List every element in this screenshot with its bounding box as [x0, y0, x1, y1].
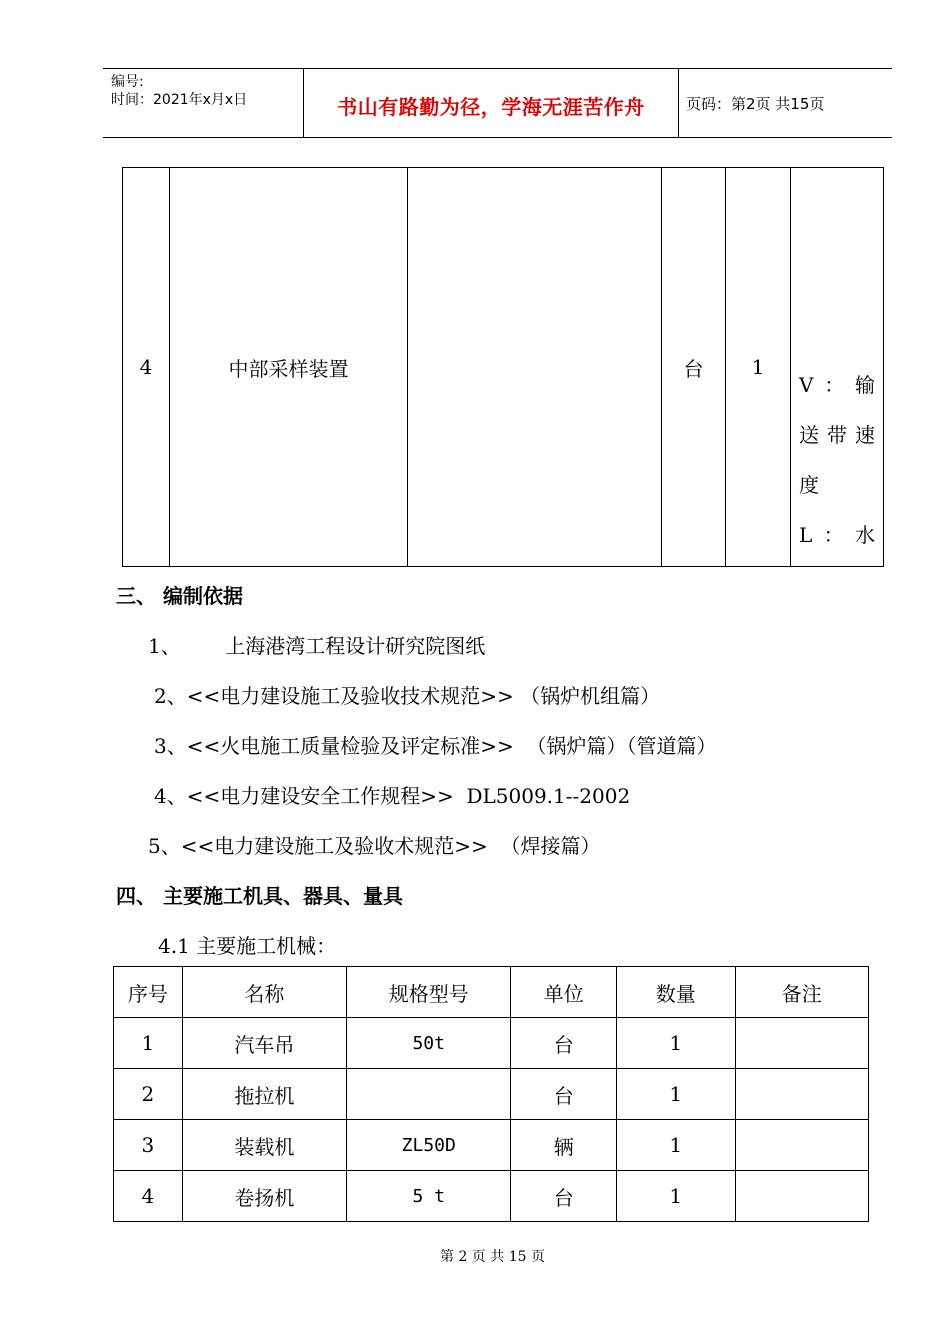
note-char: 带 [827, 423, 847, 447]
col-header: 序号 [114, 967, 183, 1018]
subheading-machinery: 4.1 主要施工机械： [158, 934, 337, 958]
note-char: V [799, 373, 814, 397]
cell-spec [347, 1069, 511, 1120]
header-right [678, 69, 892, 137]
col-header: 单位 [511, 967, 617, 1018]
table-row [123, 168, 884, 567]
cell-index: 3 [114, 1120, 183, 1171]
time-label: 时间：2021年x月x日 [111, 92, 248, 108]
note-line [799, 510, 875, 560]
cell-unit: 台 [511, 1171, 617, 1222]
col-header: 名称 [182, 967, 346, 1018]
row-note [791, 168, 884, 567]
note-char: ： [823, 523, 844, 547]
page-header [103, 68, 892, 138]
note-char: 水 [855, 523, 875, 547]
cell-unit: 辆 [511, 1120, 617, 1171]
cell-unit: 台 [511, 1018, 617, 1069]
row-index: 4 [123, 168, 170, 567]
page-footer: 第 2 页 共 15 页 [440, 1249, 545, 1265]
header-center [303, 69, 679, 137]
cell-name: 装载机 [182, 1120, 346, 1171]
cell-spec: 50t [347, 1018, 511, 1069]
basis-item-2: 2、<<电力建设施工及验收技术规范>> （锅炉机组篇） [154, 684, 661, 708]
note-char: L [799, 523, 813, 547]
cell-unit: 台 [511, 1069, 617, 1120]
basis-item-4: 4、<<电力建设安全工作规程>> DL5009.1--2002 [154, 784, 631, 808]
col-header: 规格型号 [347, 967, 511, 1018]
basis-item-1: 1、 上海港湾工程设计研究院图纸 [148, 634, 486, 658]
cell-qty: 1 [617, 1120, 736, 1171]
cell-note [735, 1018, 868, 1069]
cell-qty: 1 [617, 1171, 736, 1222]
cell-index: 4 [114, 1171, 183, 1222]
row-qty: 1 [726, 168, 791, 567]
row-unit: 台 [662, 168, 726, 567]
serial-label: 编号: [111, 74, 144, 90]
table-header-row [114, 967, 869, 1018]
note-char: ： [824, 373, 845, 397]
table-row [114, 1069, 869, 1120]
cell-note [735, 1069, 868, 1120]
cell-name: 卷扬机 [182, 1171, 346, 1222]
note-line [799, 460, 875, 510]
machinery-table [113, 966, 869, 1222]
basis-item-3: 3、<<火电施工质量检验及评定标准>> （锅炉篇）（管道篇） [154, 734, 717, 758]
cell-qty: 1 [617, 1018, 736, 1069]
cell-spec: ZL50D [347, 1120, 511, 1171]
cell-name: 汽车吊 [182, 1018, 346, 1069]
note-line [799, 360, 875, 410]
note-line [799, 410, 875, 460]
section-heading-tools: 四、 主要施工机具、器具、量具 [116, 884, 403, 908]
motto: 书山有路勤为径，学海无涯苦作舟 [337, 95, 645, 119]
note-char: 速 [855, 423, 875, 447]
basis-item-5: 5、<<电力建设施工及验收术规范>> （焊接篇） [148, 834, 601, 858]
equipment-table-continued [122, 167, 884, 567]
cell-qty: 1 [617, 1069, 736, 1120]
col-header: 备注 [735, 967, 868, 1018]
table-row [114, 1120, 869, 1171]
cell-index: 1 [114, 1018, 183, 1069]
table-row [114, 1018, 869, 1069]
cell-note [735, 1120, 868, 1171]
header-left [103, 69, 303, 137]
row-spec [408, 168, 662, 567]
cell-name: 拖拉机 [182, 1069, 346, 1120]
cell-spec: 5 t [347, 1171, 511, 1222]
section-heading-basis: 三、 编制依据 [116, 584, 243, 608]
col-header: 数量 [617, 967, 736, 1018]
note-char: 送 [799, 423, 819, 447]
table-row [114, 1171, 869, 1222]
cell-note [735, 1171, 868, 1222]
cell-index: 2 [114, 1069, 183, 1120]
row-name: 中部采样装置 [170, 168, 408, 567]
note-char: 度 [799, 473, 819, 497]
page-code: 页码：第2页 共15页 [686, 95, 825, 113]
note-char: 输 [854, 373, 875, 397]
